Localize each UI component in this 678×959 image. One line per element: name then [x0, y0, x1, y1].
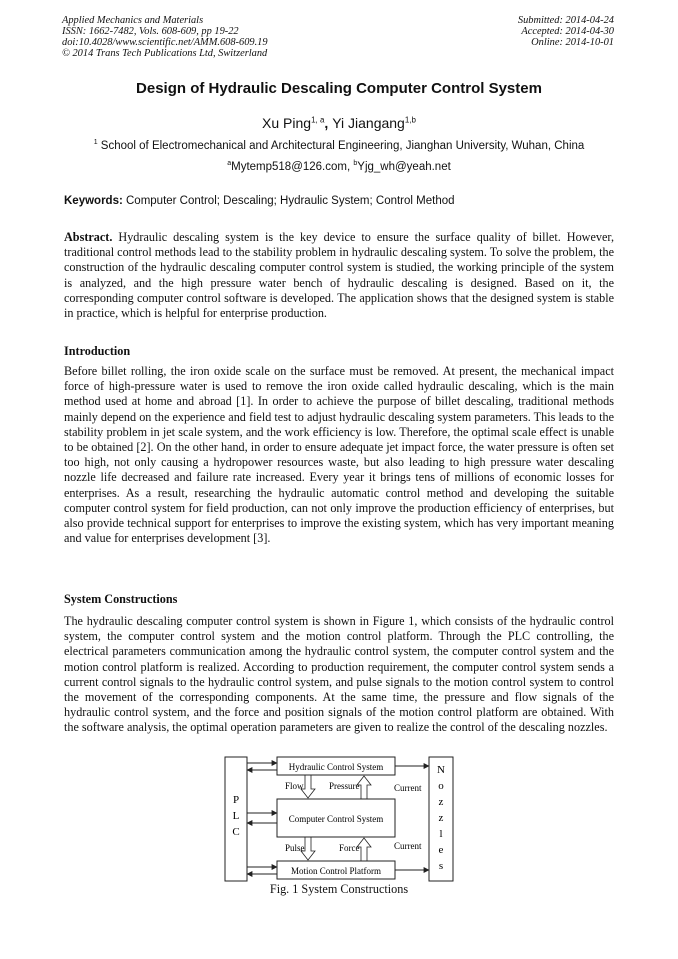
author-separator: ,	[324, 115, 333, 131]
email-line	[0, 160, 678, 173]
hydraulic-control-label: Hydraulic Control System	[288, 762, 384, 772]
plc-label: P L C	[232, 794, 240, 838]
journal-info-left	[62, 15, 268, 59]
author-2: Yi Jiangang	[332, 115, 405, 131]
journal-copyright: © 2014 Trans Tech Publications Ltd, Switzerland	[62, 48, 268, 59]
journal-info-right	[518, 15, 614, 48]
author-1: Xu Ping	[262, 115, 312, 131]
current-top-label: Current	[394, 783, 422, 793]
motion-control-label: Motion Control Platform	[291, 866, 381, 876]
pressure-label: Pressure	[329, 781, 360, 791]
introduction-heading: Introduction	[64, 344, 131, 358]
email-b-marker: b	[353, 160, 358, 167]
system-constructions-heading: System Constructions	[64, 592, 178, 606]
abstract	[64, 230, 614, 321]
journal-name: Applied Mechanics and Materials	[62, 15, 204, 26]
email-a[interactable]: Mytemp518@126.com,	[231, 160, 354, 173]
introduction-text: Before billet rolling, the iron oxide scale on the surface must be removed. At present, the mechanical impact force of high-pressure water is used to remove the iron oxide called hydraulic descaling, which is the main method used at home and abroad [1]. In order to achieve the purpose of billet descaling, traditional methods mainly depend on the experience and field test to adjust hydraulic descaling system parameters. This leads to the stability problem in jet scale system, and the work efficiency is low. Therefore, the optimal scale effect is unable to be obtained [2]. On the other hand, in order to ensure adequate jet impact force, the water pressure is often set too high, not only causing a hydropower resources waste, but also leading to high pressure water descaling nozzle life decreased and failure rate increased. Every year it brings tens of millions of economic losses for enterprises. As a result, researching the hydraulic automatic control method and developing the suitable computer control system for field production, can not only improve the production efficiency of enterprises, but also provide technical support for enterprises to improve the existing system, which has very important meaning and value for enterprises development [3].	[64, 364, 614, 546]
journal-doi: doi:10.4028/www.scientific.net/AMM.608-609.19	[62, 37, 268, 48]
submitted-date: Submitted: 2014-04-24	[517, 15, 614, 26]
computer-control-label: Computer Control System	[288, 814, 384, 824]
nozzles-label: N o z z l e s	[437, 764, 445, 872]
keywords-label: Keywords:	[64, 195, 123, 207]
online-date: Online: 2014-10-01	[531, 37, 614, 48]
keywords-text: Computer Control; Descaling; Hydraulic System; Control Method	[122, 195, 455, 207]
affiliation-text: School of Electromechanical and Architectural Engineering, Jianghan University, Wuhan, China	[97, 139, 585, 152]
email-a-marker: a	[227, 160, 232, 167]
author-1-affil: 1, a	[311, 115, 325, 125]
affiliation	[0, 139, 678, 152]
figure-1-caption: Fig. 1 System Constructions	[269, 882, 409, 896]
abstract-text: Hydraulic descaling system is the key device to ensure the surface quality of billet. However, traditional control methods lead to the stability problem in hydraulic descaling system. To solve the problem, the construction of the hydraulic descaling computer control system is studied, the working principle of the system is analyzed, and the high pressure water bench of hydraulic descaling is designed. Based on it, the corresponding computer control software is developed. The application shows that the designed system is stable in practice, which is helpful for enterprise production.	[64, 230, 614, 321]
keywords	[64, 195, 614, 207]
abstract-label: Abstract.	[64, 230, 113, 244]
paper-title: Design of Hydraulic Descaling Computer Control System	[136, 80, 542, 97]
author-line	[0, 115, 678, 131]
email-b[interactable]: Yjg_wh@yeah.net	[357, 160, 451, 173]
journal-issn: ISSN: 1662-7482, Vols. 608-609, pp 19-22	[62, 26, 239, 37]
force-label: Force	[339, 843, 360, 853]
system-constructions-text: The hydraulic descaling computer control system is shown in Figure 1, which consists of the hydraulic control system, the computer control system and the motion control platform. Through the PLC controlling, the electrical parameters communication among the hydraulic control system, the computer control system and the motion control platform is realized. According to production requirement, the computer control system sends a current control signals to the hydraulic control system, and pulse signals to the motion control system to control the movement of the corresponding components. At the same time, the pressure and flow signals of the hydraulic control system, and the force and position signals of the motion control platform are obtained. With the software analysis, the optimal operation parameters are given to realize the control of the descaling nozzles.	[64, 614, 614, 735]
author-2-affil: 1,b	[404, 115, 416, 125]
accepted-date: Accepted: 2014-04-30	[521, 26, 614, 37]
affiliation-number: 1	[93, 139, 98, 146]
figure-1	[223, 755, 455, 885]
pulse-label: Pulse	[285, 843, 305, 853]
flow-label: Flow	[285, 781, 304, 791]
current-bottom-label: Current	[394, 841, 422, 851]
system-diagram	[223, 755, 455, 885]
